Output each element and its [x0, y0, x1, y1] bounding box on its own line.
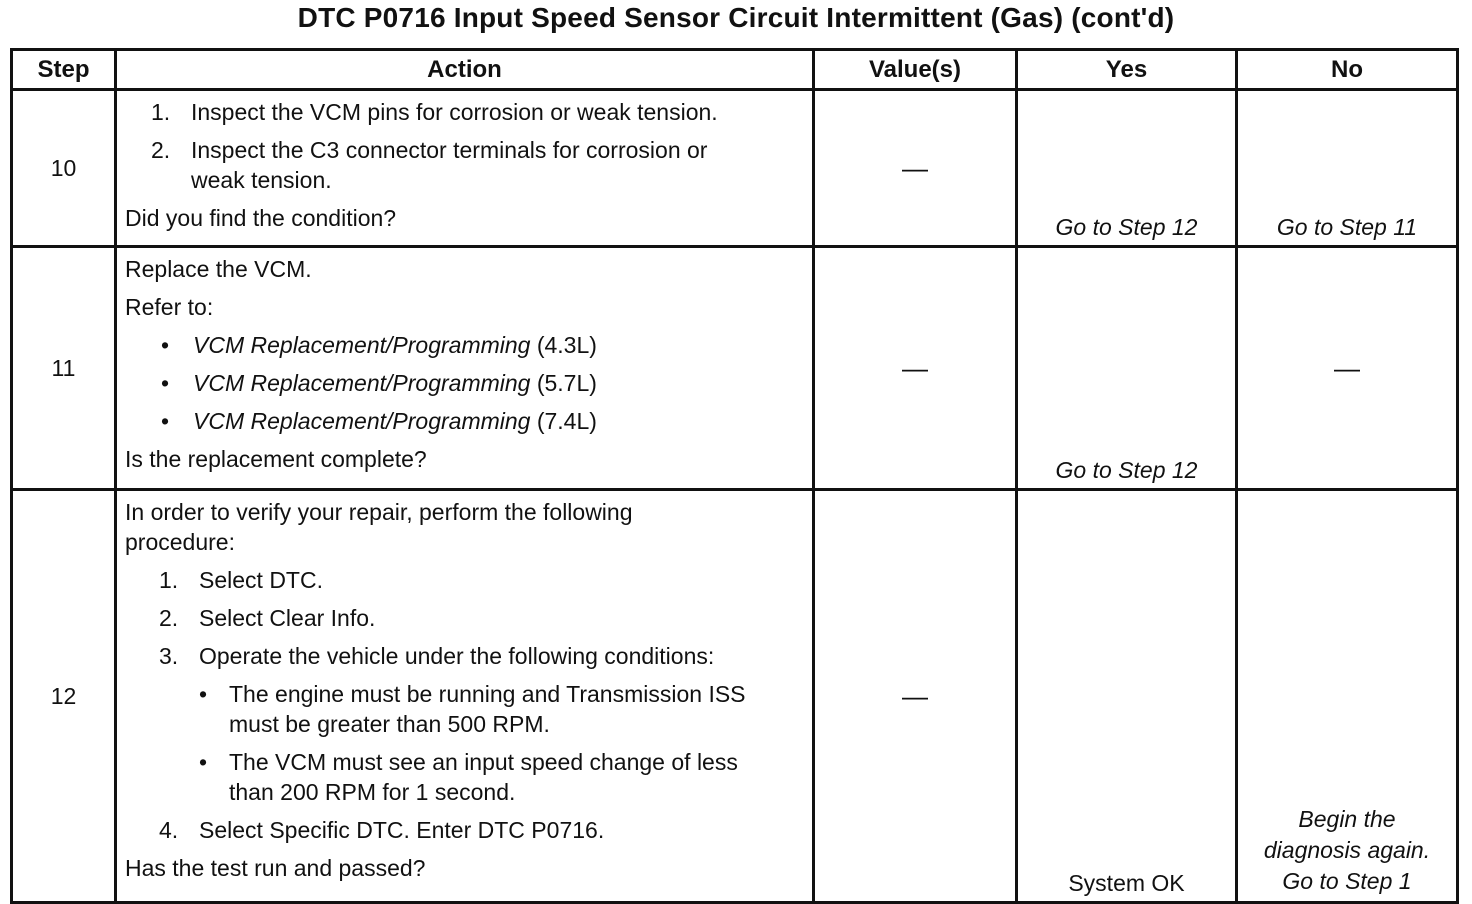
list-item: 2. Inspect the C3 connector terminals for corrosion or weak tension. [151, 137, 708, 193]
list-item: 1. Inspect the VCM pins for corrosion or weak tension. [151, 99, 718, 125]
list-item: 4. Select Specific DTC. Enter DTC P0716. [159, 817, 605, 843]
list-item: • The engine must be running and Transmission ISS must be greater than 500 RPM. [199, 681, 746, 737]
header-no: No [1237, 50, 1458, 90]
header-action: Action [116, 50, 814, 90]
list-item: • VCM Replacement/Programming (7.4L) [161, 408, 597, 434]
table-row [12, 490, 1458, 903]
no-cell: Go to Step 11 [1237, 90, 1458, 247]
yes-cell: Go to Step 12 [1017, 247, 1237, 490]
header-step: Step [12, 50, 116, 90]
header-row [12, 50, 1458, 90]
action-cell [116, 247, 814, 490]
list-item: 1. Select DTC. [159, 567, 323, 593]
table-row [12, 247, 1458, 490]
reference-link: VCM Replacement/Programming [193, 408, 531, 434]
reference-link: VCM Replacement/Programming [193, 332, 531, 358]
question: Did you find the condition? [125, 205, 397, 231]
yes-cell: Go to Step 12 [1017, 90, 1237, 247]
dtc-table [10, 48, 1459, 904]
value-cell: — [814, 247, 1017, 490]
header-yes: Yes [1017, 50, 1237, 90]
question: Is the replacement complete? [125, 446, 427, 472]
instruction: Refer to: [125, 294, 214, 320]
question: Has the test run and passed? [125, 855, 426, 881]
step-number: 12 [12, 490, 116, 903]
action-cell [116, 90, 814, 247]
bullet-icon: • [161, 408, 170, 434]
instruction: In order to verify your repair, perform the following procedure: [125, 499, 633, 555]
page-title: DTC P0716 Input Speed Sensor Circuit Intermittent (Gas) (cont'd) [297, 2, 1175, 33]
no-cell: Begin the diagnosis again. Go to Step 1 [1237, 490, 1458, 903]
list-item: • VCM Replacement/Programming (4.3L) [161, 332, 597, 358]
yes-cell: System OK [1017, 490, 1237, 903]
reference-link: VCM Replacement/Programming [193, 370, 531, 396]
list-item: 3. Operate the vehicle under the following conditions: [159, 643, 715, 669]
list-item: • VCM Replacement/Programming (5.7L) [161, 370, 597, 396]
step-number: 11 [12, 247, 116, 490]
list-item: • The VCM must see an input speed change of less than 200 RPM for 1 second. [199, 749, 738, 805]
bullet-icon: • [199, 749, 208, 775]
no-cell: — [1237, 247, 1458, 490]
bullet-icon: • [161, 332, 170, 358]
instruction: Replace the VCM. [125, 256, 312, 282]
value-cell: — [814, 90, 1017, 247]
list-item: 2. Select Clear Info. [159, 605, 376, 631]
bullet-icon: • [161, 370, 170, 396]
action-cell [116, 490, 814, 903]
value-cell: — [814, 490, 1017, 903]
header-values: Value(s) [814, 50, 1017, 90]
step-number: 10 [12, 90, 116, 247]
bullet-icon: • [199, 681, 208, 707]
table-row [12, 90, 1458, 247]
